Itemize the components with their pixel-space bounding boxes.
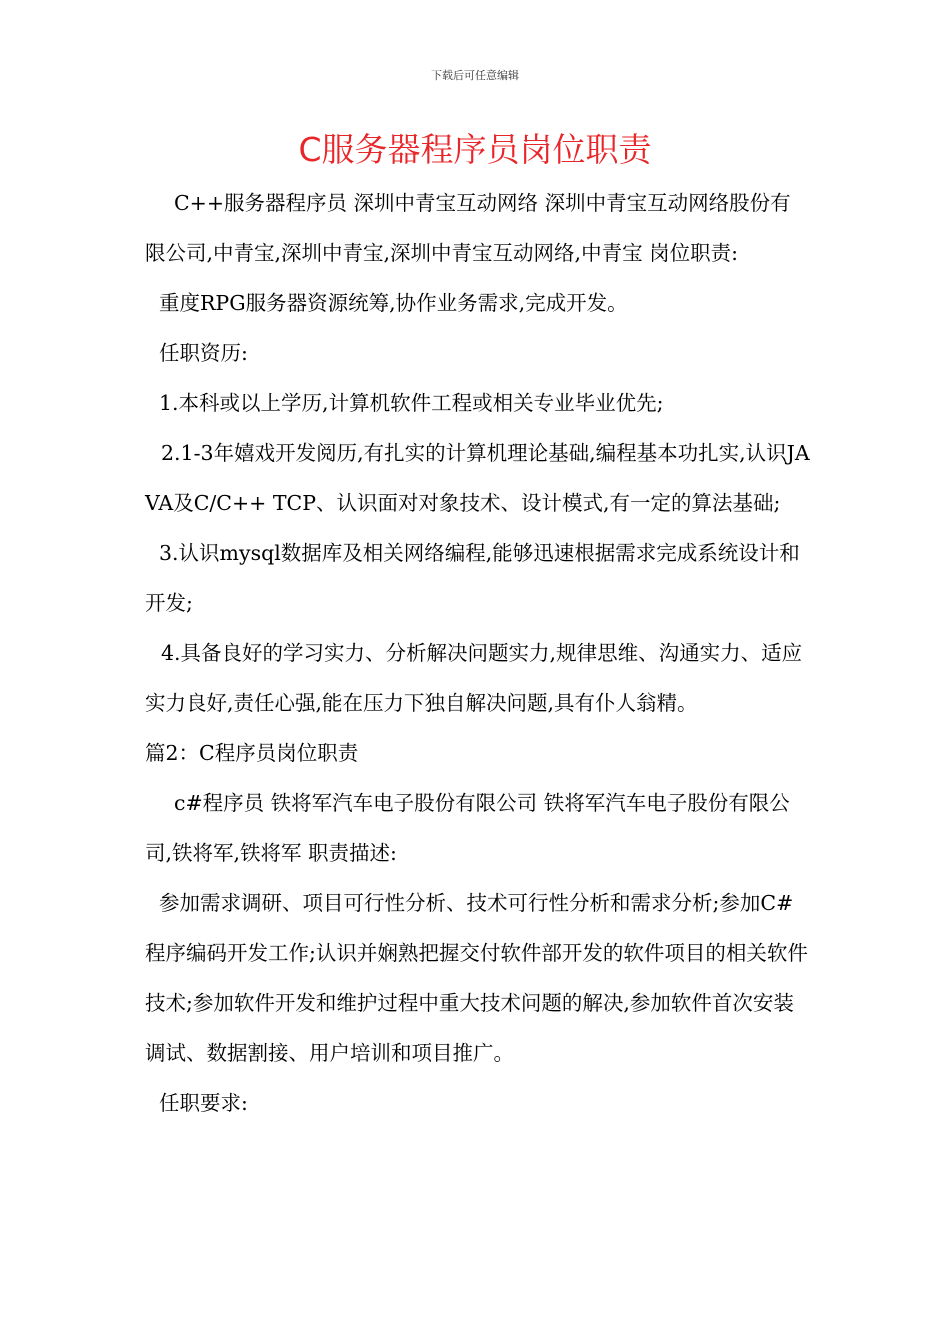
paragraph-duty: 重度RPG服务器资源统筹,协作业务需求,完成开发。 (159, 291, 628, 315)
section-heading-2: 篇2：C程序员岗位职责 (145, 741, 359, 765)
paragraph-requirement-3: 3.认识mysql数据库及相关网络编程,能够迅速根据需求完成系统设计和开发; (145, 541, 800, 615)
paragraph-company-intro-2: c#程序员 铁将军汽车电子股份有限公司 铁将军汽车电子股份有限公司,铁将军,铁将军 职责描述: (145, 791, 790, 865)
header-note: 下载后可任意编辑 (431, 69, 519, 82)
paragraph-requirement-1: 1.本科或以上学历,计算机软件工程或相关专业毕业优先; (159, 391, 664, 415)
paragraph-company-intro: C++服务器程序员 深圳中青宝互动网络 深圳中青宝互动网络股份有限公司,中青宝,深圳中青宝,深圳中青宝互动网络,中青宝 岗位职责: (145, 191, 791, 265)
document-title: C服务器程序员岗位职责 (298, 130, 652, 169)
paragraph-requirements-heading-2: 任职要求: (159, 1091, 248, 1115)
document-body (145, 178, 810, 1128)
paragraph-qualifications-heading: 任职资历: (159, 341, 248, 365)
paragraph-duty-2: 参加需求调研、项目可行性分析、技术可行性分析和需求分析;参加C#程序编码开发工作;认识并娴熟把握交付软件部开发的软件项目的相关软件技术;参加软件开发和维护过程中重大技术问题的解决,参加软件首次安装调试、数据割接、用户培训和项目推广。 (145, 891, 808, 1065)
paragraph-requirement-4: 4.具备良好的学习实力、分析解决问题实力,规律思维、沟通实力、适应实力良好,责任心强,能在压力下独自解决问题,具有仆人翁精。 (145, 641, 803, 715)
paragraph-requirement-2: 2.1-3年嬉戏开发阅历,有扎实的计算机理论基础,编程基本功扎实,认识JAVA及C/C++ TCP、认识面对对象技术、设计模式,有一定的算法基础; (145, 441, 810, 515)
